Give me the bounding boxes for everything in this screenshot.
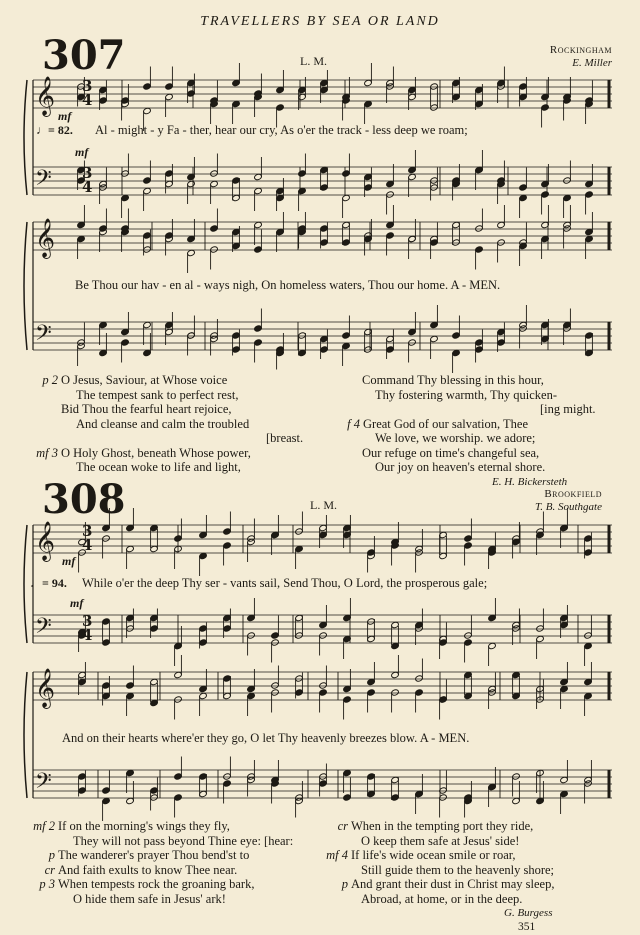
lyric-line: While o'er the deep Thy ser - vants sail, Send Thou, O Lord, the prosperous gale; <box>82 576 488 590</box>
treble-clef: 𝄞 <box>35 521 56 561</box>
time-signature: 4 <box>82 91 93 109</box>
lyric-line: Al - might - y Fa - ther, hear our cry, As o'er the track - less deep we roam; <box>95 123 468 137</box>
author-attribution: E. H. Bickersteth <box>492 475 568 488</box>
treble-clef: 𝄞 <box>35 668 56 708</box>
hymn-number: 307 <box>42 32 126 79</box>
verse-line: Abroad, at home, or in the deep. <box>361 891 523 906</box>
tune-info <box>535 488 602 514</box>
verses-right <box>318 819 618 921</box>
system-brace <box>24 80 27 195</box>
verse-line: [breast. <box>266 431 304 445</box>
dynamic-marking: mf <box>58 109 72 123</box>
time-signature: 3 <box>82 522 93 540</box>
verse-line: The ocean woke to life and light, <box>76 460 241 474</box>
verse-line: And cleanse and calm the troubled <box>76 416 250 431</box>
dynamic-marking: mf <box>75 145 89 159</box>
verses-left <box>28 373 328 475</box>
verse-line: Our refuge on time's changeful sea, <box>362 445 540 460</box>
verse-line: f 4 Great God of our salvation, Thee <box>347 416 528 431</box>
verse-line: Command Thy blessing in this hour, <box>362 373 544 387</box>
page-header: TRAVELLERS BY SEA OR LAND <box>200 14 440 29</box>
meter: L. M. <box>310 498 337 512</box>
time-signature: 3 <box>82 77 93 95</box>
bass-clef: 𝄢 <box>35 166 52 196</box>
verse-line: [ing might. <box>540 402 596 416</box>
treble-clef: 𝄞 <box>35 76 56 116</box>
verse-line: p 3 When tempests rock the groaning bark, <box>39 877 255 891</box>
verse-line: Our joy on heaven's eternal shore. <box>375 460 546 474</box>
lyric-line: And on their hearts where'er they go, O let Thy heavenly breezes blow. A - MEN. <box>62 731 470 745</box>
meter: L. M. <box>300 54 327 68</box>
verse-line: Thy fostering warmth, Thy quicken- <box>375 387 558 402</box>
bass-clef: 𝄢 <box>35 614 52 644</box>
system-brace <box>24 525 27 643</box>
lyric-line: Be Thou our hav - en al - ways nigh, On homeless waters, Thou our home. A - MEN. <box>75 278 501 292</box>
verse-line: mf 4 If life's wide ocean smile or roar, <box>326 848 516 862</box>
time-signature: 4 <box>82 626 93 644</box>
verse-line: p The wanderer's prayer Thou bend'st to <box>48 848 250 862</box>
hymn-number: 308 <box>42 476 126 523</box>
verse-line: cr When in the tempting port they ride, <box>337 819 534 833</box>
page-number: 351 <box>518 921 536 933</box>
verses-left <box>25 819 345 906</box>
composer: T. B. Southgate <box>534 501 602 513</box>
tune-name: Brookfield <box>544 488 602 500</box>
verse-line: mf 2 If on the morning's wings they fly, <box>33 819 230 833</box>
verse-line: Still guide them to the heavenly shore; <box>361 862 555 877</box>
verse-line: Bid Thou the fearful heart rejoice, <box>61 402 232 416</box>
time-signature: 3 <box>82 612 93 630</box>
verse-line: cr And faith exults to know Thee near. <box>44 862 238 877</box>
verse-line: O hide them safe in Jesus' ark! <box>73 891 226 906</box>
dynamic-marking: mf <box>70 596 84 610</box>
verse-line: mf 3 O Holy Ghost, beneath Whose power, <box>36 445 251 460</box>
time-signature: 4 <box>82 536 93 554</box>
treble-clef: 𝄞 <box>35 218 56 258</box>
verse-line: The tempest sank to perfect rest, <box>76 387 239 402</box>
verses-right <box>330 373 615 489</box>
verse-line: O keep them safe at Jesus' side! <box>361 833 520 848</box>
verse-line: p And grant their dust in Christ may sleep, <box>341 877 555 891</box>
tune-info <box>550 44 612 70</box>
system-brace <box>24 222 27 350</box>
verse-line: We love, we worship. we adore; <box>375 431 536 445</box>
bass-clef: 𝄢 <box>35 769 52 799</box>
system-brace <box>24 672 27 798</box>
time-signature: 4 <box>82 178 93 196</box>
verse-line: They will not pass beyond Thine eye: [hear: <box>73 833 294 848</box>
tempo-marking: ♩= 94. <box>30 576 67 590</box>
bass-clef: 𝄢 <box>35 321 52 351</box>
time-signature: 3 <box>82 164 93 182</box>
author-attribution: G. Burgess <box>504 907 553 919</box>
verse-line: p 2 O Jesus, Saviour, at Whose voice <box>42 373 228 387</box>
composer: E. Miller <box>572 57 612 69</box>
dynamic-marking: mf <box>62 554 76 568</box>
tune-name: Rockingham <box>549 44 612 56</box>
tempo-marking: ♩= 82. <box>36 123 73 137</box>
